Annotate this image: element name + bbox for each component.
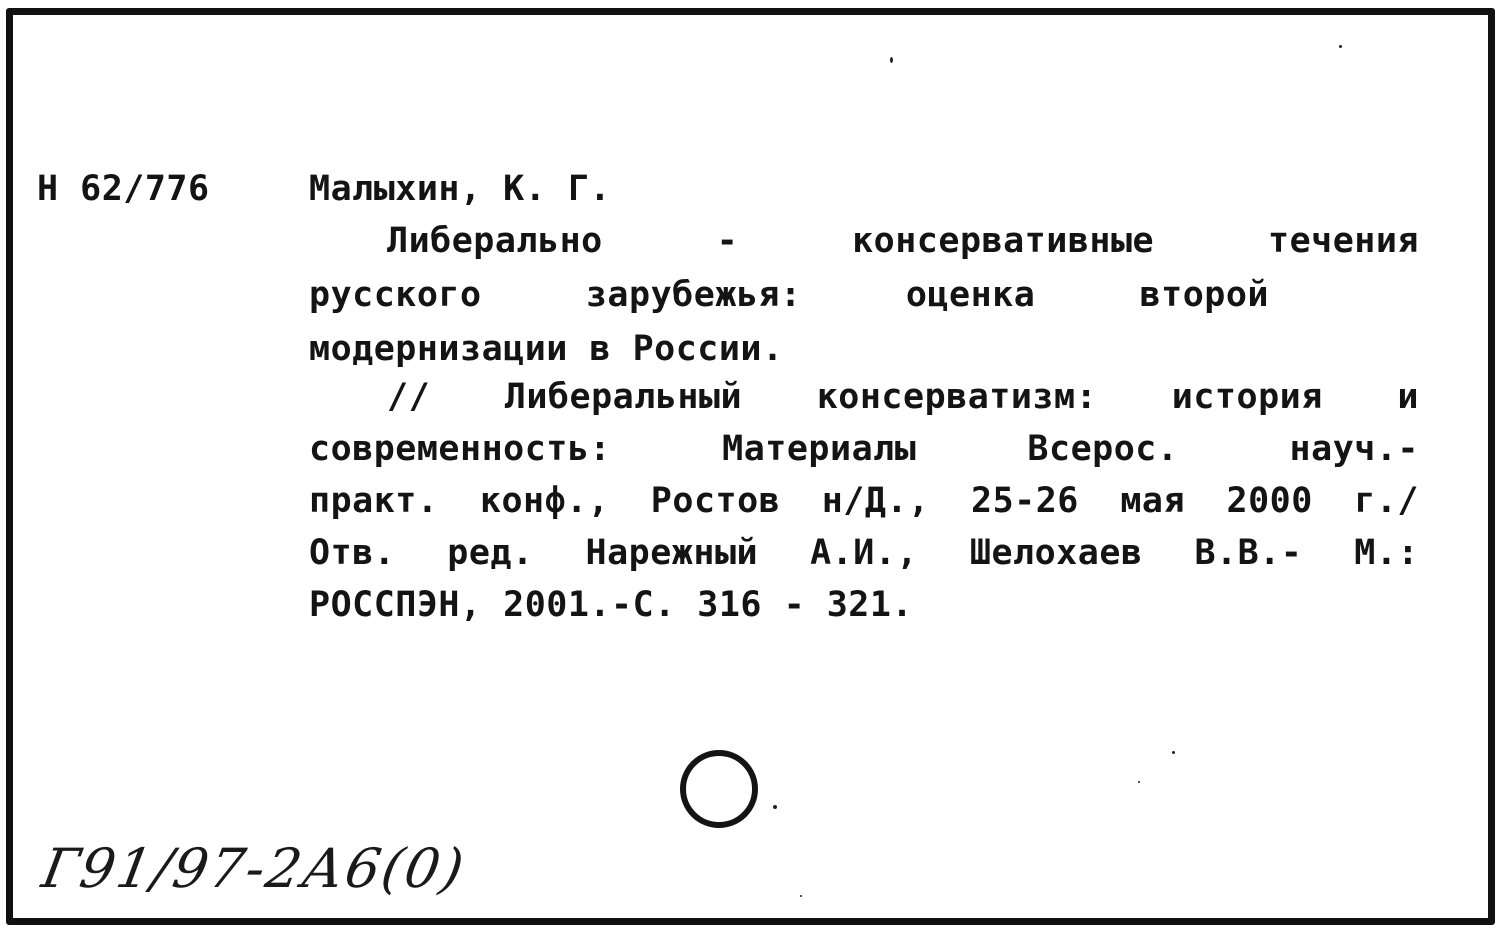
speck <box>800 895 802 897</box>
source-line-2: современность: Материалы Всерос. науч.- <box>309 429 1419 469</box>
shelfmark: Н 62/776 <box>37 169 210 209</box>
author-heading: Малыхин, К. Г. <box>309 169 612 209</box>
title-line-1: Либерально - консервативные течения <box>387 221 1419 261</box>
speck <box>1339 45 1342 48</box>
source-line-4: Отв. ред. Нарежный А.И., Шелохаев В.В.- М.: <box>309 533 1419 573</box>
title-line-2: русского зарубежья: оценка второй <box>309 275 1269 315</box>
source-line-5: РОССПЭН, 2001.-С. 316 - 321. <box>309 585 914 625</box>
speck <box>890 57 893 63</box>
catalog-card <box>6 8 1495 925</box>
punch-hole <box>680 750 758 828</box>
speck <box>1138 781 1140 783</box>
handwritten-classification-code: Г91/97-2А6(0) <box>37 837 471 900</box>
speck <box>773 805 777 809</box>
source-line-3: практ. конф., Ростов н/Д., 25-26 мая 2000 г./ <box>309 481 1419 521</box>
speck <box>1172 751 1175 754</box>
title-line-3: модернизации в России. <box>309 329 784 369</box>
source-line-1: // Либеральный консерватизм: история и <box>387 377 1419 417</box>
